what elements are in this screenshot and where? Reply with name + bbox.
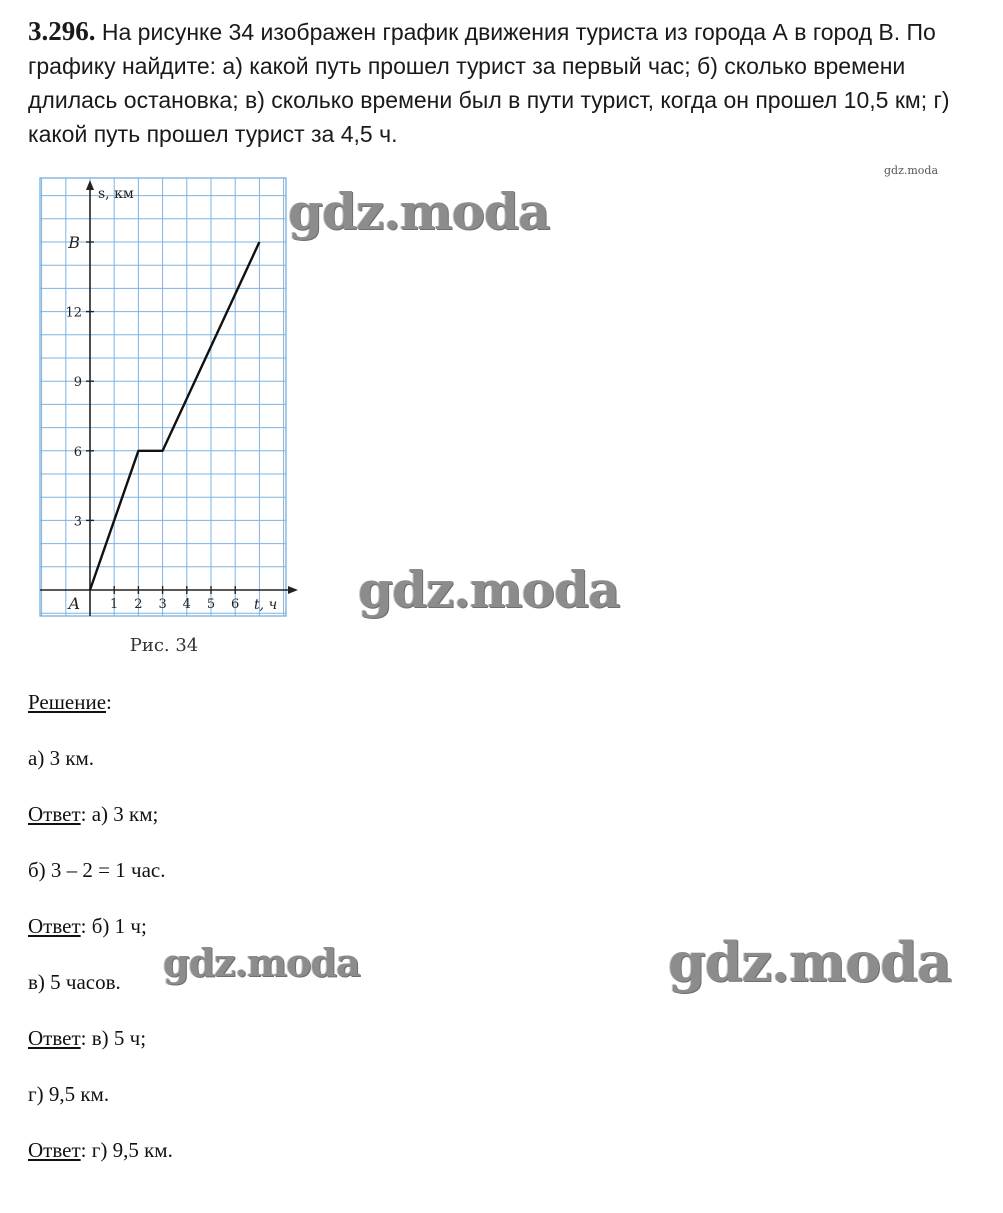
- x-tick-label: 2: [134, 597, 143, 612]
- y-tick-label: 6: [73, 444, 82, 460]
- y-tick-label: 9: [73, 375, 82, 391]
- solution-step: г) 9,5 км.: [28, 1082, 110, 1106]
- watermark: gdz.moda: [163, 940, 360, 985]
- problem-number: 3.296.: [28, 16, 96, 46]
- y-tick-label: 3: [73, 514, 82, 530]
- x-tick-label: 3: [158, 597, 167, 612]
- figure-caption: Рис. 34: [129, 635, 199, 656]
- watermark: gdz.moda: [668, 930, 951, 994]
- answer-line: Ответ: б) 1 ч;: [28, 914, 147, 938]
- watermark: gdz.moda: [288, 182, 550, 241]
- solution-heading: Решение:: [28, 690, 112, 714]
- x-tick-label: 4: [182, 597, 191, 612]
- watermark-small: gdz.moda: [884, 164, 939, 177]
- origin-a-label: A: [68, 594, 80, 613]
- solution-step: а) 3 км.: [28, 746, 95, 770]
- y-axis-label: s, км: [98, 186, 134, 202]
- y-tick-label: 12: [65, 305, 82, 321]
- point-b-label: B: [68, 233, 80, 252]
- x-axis-label: t, ч: [254, 597, 278, 613]
- x-tick-label: 6: [231, 597, 240, 612]
- x-tick-label: 1: [110, 597, 119, 612]
- solution-step: в) 5 часов.: [28, 970, 121, 994]
- answer-line: Ответ: в) 5 ч;: [28, 1026, 147, 1050]
- problem-text: На рисунке 34 изображен график движения туриста из города А в город В. По графику найдите: а) какой путь прошел турист за первый час; б) сколько времени длилась остановка; в) сколько времени был в пути турист, когда он прошел 10,5 км; г) какой путь прошел турист за 4,5 ч.: [28, 19, 950, 147]
- solution-step: б) 3 – 2 = 1 час.: [28, 858, 166, 882]
- answer-line: Ответ: а) 3 км;: [28, 802, 159, 826]
- x-axis-arrow: [288, 586, 298, 594]
- answer-line: Ответ: г) 9,5 км.: [28, 1138, 173, 1162]
- watermark: gdz.moda: [358, 560, 620, 619]
- motion-graph: [36, 172, 306, 657]
- x-tick-label: 5: [206, 597, 216, 612]
- problem-statement: [28, 14, 978, 151]
